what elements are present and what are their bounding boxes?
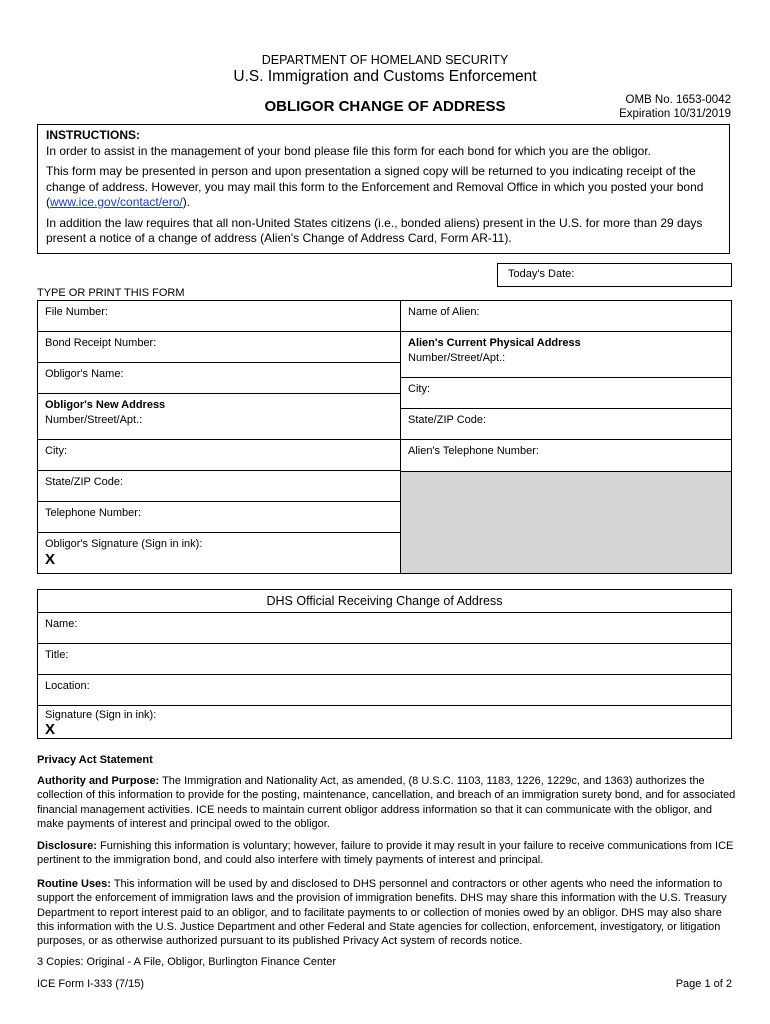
- alien-telephone-label: Alien's Telephone Number:: [408, 445, 539, 457]
- disclosure-label: Disclosure:: [37, 840, 97, 852]
- obligor-telephone-field[interactable]: [37, 501, 401, 533]
- obligor-city-label: City:: [45, 445, 67, 457]
- instructions-p2-pre: This form may be presented in person and upon presentation a signed copy will be returned to you indicating receipt of the change of address. However, you may mail this form to the Enforcement and Removal Office in which you posted your bond (: [46, 164, 704, 209]
- privacy-heading-text: Privacy Act Statement: [37, 754, 153, 766]
- bond-receipt-label: Bond Receipt Number:: [45, 337, 157, 349]
- alien-street-field[interactable]: [400, 331, 732, 378]
- disclosure-text: Furnishing this information is voluntary; however, failure to provide it may result in your failure to receive communications from ICE pertinent to the immigration bond, and could also interfere with timely payments of interest and principal.: [37, 840, 734, 867]
- omb-info: [619, 93, 731, 121]
- obligor-name-label: Obligor's Name:: [45, 368, 124, 380]
- routine-uses-label: Routine Uses:: [37, 878, 111, 890]
- instructions-p3: In addition the law requires that all non-United States citizens (i.e., bonded aliens) present in the U.S. for more than 29 days present a notice of a change of address (Alien's Change of Address Card, Form AR-11).: [46, 215, 703, 245]
- agency-name: U.S. Immigration and Customs Enforcement: [233, 68, 537, 85]
- obligor-signature-label: Obligor's Signature (Sign in ink):: [45, 538, 203, 550]
- obligor-name-field[interactable]: [37, 362, 401, 394]
- todays-date-label: Today's Date:: [508, 268, 575, 280]
- type-print-note: TYPE OR PRINT THIS FORM: [37, 287, 185, 299]
- dhs-heading: DHS Official Receiving Change of Address: [37, 589, 732, 613]
- authority-text: The Immigration and Nationality Act, as amended, (8 U.S.C. 1103, 1183, 1226, 1229c, and 1363) authorizes the collection of this information to provide for the posting, maintenance, cancellation, and breach of an immigration surety bond, and for associated financial management activities. ICE needs to maintain current obligor address information so that it can communicate with the obligor, and make payments of interest and principal owed to the obligor.: [37, 775, 736, 830]
- page-number: Page 1 of 2: [675, 978, 732, 990]
- privacy-authority: [37, 774, 737, 831]
- department-name: DEPARTMENT OF HOMELAND SECURITY: [261, 53, 509, 67]
- dhs-signature-label: Signature (Sign in ink):: [45, 709, 157, 721]
- alien-telephone-field[interactable]: [400, 439, 732, 472]
- alien-street-label: Number/Street/Apt.:: [408, 352, 506, 364]
- alien-name-label: Name of Alien:: [408, 306, 480, 318]
- dhs-title-label: Title:: [45, 649, 69, 661]
- obligor-signature-x: X: [45, 551, 56, 568]
- alien-state-zip-label: State/ZIP Code:: [408, 414, 487, 426]
- obligor-signature-field[interactable]: [37, 532, 401, 574]
- file-number-label: File Number:: [45, 306, 108, 318]
- obligor-state-zip-field[interactable]: [37, 470, 401, 502]
- privacy-disclosure: [37, 839, 737, 868]
- privacy-heading: [37, 753, 737, 767]
- dhs-name-label: Name:: [45, 618, 78, 630]
- form-title: OBLIGOR CHANGE OF ADDRESS: [264, 98, 506, 115]
- alien-name-field[interactable]: [400, 300, 732, 332]
- expiration-date: Expiration 10/31/2019: [619, 108, 731, 120]
- shaded-block: [400, 471, 732, 574]
- dhs-location-field[interactable]: [37, 674, 732, 706]
- obligor-state-zip-label: State/ZIP Code:: [45, 476, 124, 488]
- dhs-signature-x: X: [45, 721, 56, 738]
- dhs-signature-field[interactable]: [37, 705, 732, 739]
- obligor-new-address-heading: Obligor's New Address: [45, 399, 166, 411]
- obligor-telephone-label: Telephone Number:: [45, 507, 142, 519]
- authority-label: Authority and Purpose:: [37, 775, 160, 787]
- dhs-location-label: Location:: [45, 680, 90, 692]
- form-id: ICE Form I-333 (7/15): [37, 978, 144, 990]
- omb-number: OMB No. 1653-0042: [625, 94, 731, 106]
- alien-city-label: City:: [408, 383, 430, 395]
- privacy-routine-uses: [37, 877, 737, 948]
- alien-address-heading: Alien's Current Physical Address: [408, 337, 581, 349]
- file-number-field[interactable]: [37, 300, 401, 332]
- ero-contact-link[interactable]: www.ice.gov/contact/ero/: [50, 195, 183, 209]
- obligor-city-field[interactable]: [37, 439, 401, 471]
- alien-state-zip-field[interactable]: [400, 408, 732, 440]
- instructions-box: [37, 124, 730, 254]
- instructions-p1: In order to assist in the management of your bond please file this form for each bond for which you are the obligor.: [46, 143, 652, 158]
- dhs-name-field[interactable]: [37, 612, 732, 644]
- bond-receipt-field[interactable]: [37, 331, 401, 363]
- instructions-p2: [46, 164, 721, 211]
- alien-city-field[interactable]: [400, 377, 732, 409]
- obligor-street-label: Number/Street/Apt.:: [45, 414, 143, 426]
- instructions-p2-post: ).: [182, 195, 191, 209]
- instructions-heading: INSTRUCTIONS:: [46, 128, 140, 142]
- dhs-title-field[interactable]: [37, 643, 732, 675]
- copies-note: 3 Copies: Original - A File, Obligor, Burlington Finance Center: [37, 956, 336, 968]
- routine-uses-text: This information will be used by and disclosed to DHS personnel and contractors or other agents who need the information to support the enforcement of immigration laws and the provision of immigration benefits. DHS may share this information with the U.S. Treasury Department to report interest paid to an obligor, and to facilitate payments to or collection of monies owed by an obligor. DHS may also share this information with the U.S. Justice Department and other Federal and State agencies for collection, enforcement, investigatory, or litigation purposes, or as otherwise authorized pursuant to its published Privacy Act system of records notice.: [37, 878, 727, 948]
- obligor-street-field[interactable]: [37, 393, 401, 440]
- todays-date-field[interactable]: [497, 263, 732, 287]
